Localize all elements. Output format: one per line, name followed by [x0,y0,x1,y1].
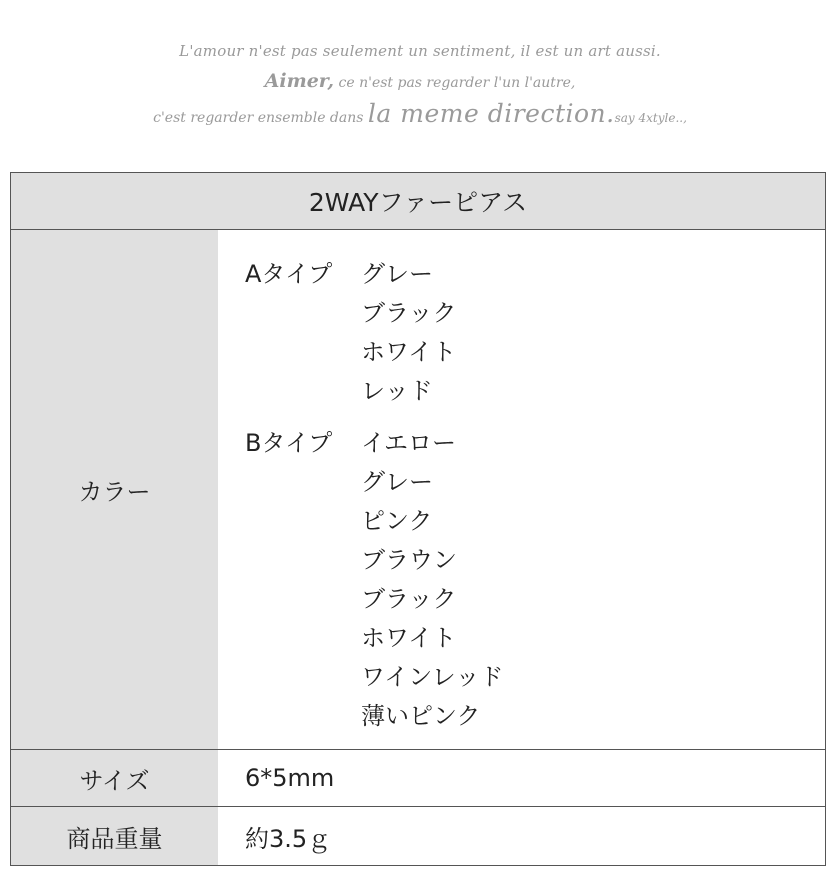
color-option: 薄いピンク [361,702,481,730]
color-value-cell [218,230,825,749]
color-option: イエロー [361,429,457,457]
spec-table [10,172,826,866]
product-name-header [11,173,825,230]
size-row [11,750,825,807]
type-a-name: Aタイプ [245,260,333,288]
quote-line-2 [0,70,840,92]
weight-value-cell [218,807,825,865]
quote-line-3-emphasis: la meme direction. [367,99,615,128]
type-group-a [245,255,825,411]
color-option: ブラック [361,585,457,613]
color-option: ブラウン [361,546,457,574]
color-row [11,230,825,750]
type-b-name: Bタイプ [245,429,333,457]
quote-line-3-signature: say 4xtyle.., [614,111,687,125]
color-option: レッド [361,377,433,405]
color-option: ホワイト [361,338,457,366]
size-label-cell [11,750,218,806]
color-option: ワインレッド [361,663,504,691]
weight-label-cell [11,807,218,865]
color-label-cell [11,230,218,749]
quote-line-1 [0,42,840,60]
color-option: ホワイト [361,624,457,652]
color-label: カラー [78,478,151,506]
weight-value: 約3.5ｇ [245,824,332,853]
weight-row [11,807,825,865]
quote-line-1-text: L'amour n'est pas seulement un sentiment, il est un art aussi. [179,42,661,60]
type-a-color-list [361,255,457,411]
quote-line-3 [0,99,840,128]
size-value-cell [218,750,825,806]
quote-line-2-text: ce n'est pas regarder l'un l'autre, [334,75,576,91]
size-value: 6*5mm [245,764,335,792]
weight-label: 商品重量 [66,824,163,853]
size-label: サイズ [79,766,150,795]
color-option: グレー [361,260,433,288]
quote-line-2-emphasis: Aimer, [264,70,335,92]
color-option: グレー [361,468,433,496]
color-option: ブラック [361,299,457,327]
product-name: 2WAYファーピアス [308,188,528,217]
color-option: ピンク [361,507,433,535]
quote-line-3-start: c'est regarder ensemble dans [153,110,368,126]
type-b-color-list [361,424,503,736]
type-group-b [245,424,825,736]
